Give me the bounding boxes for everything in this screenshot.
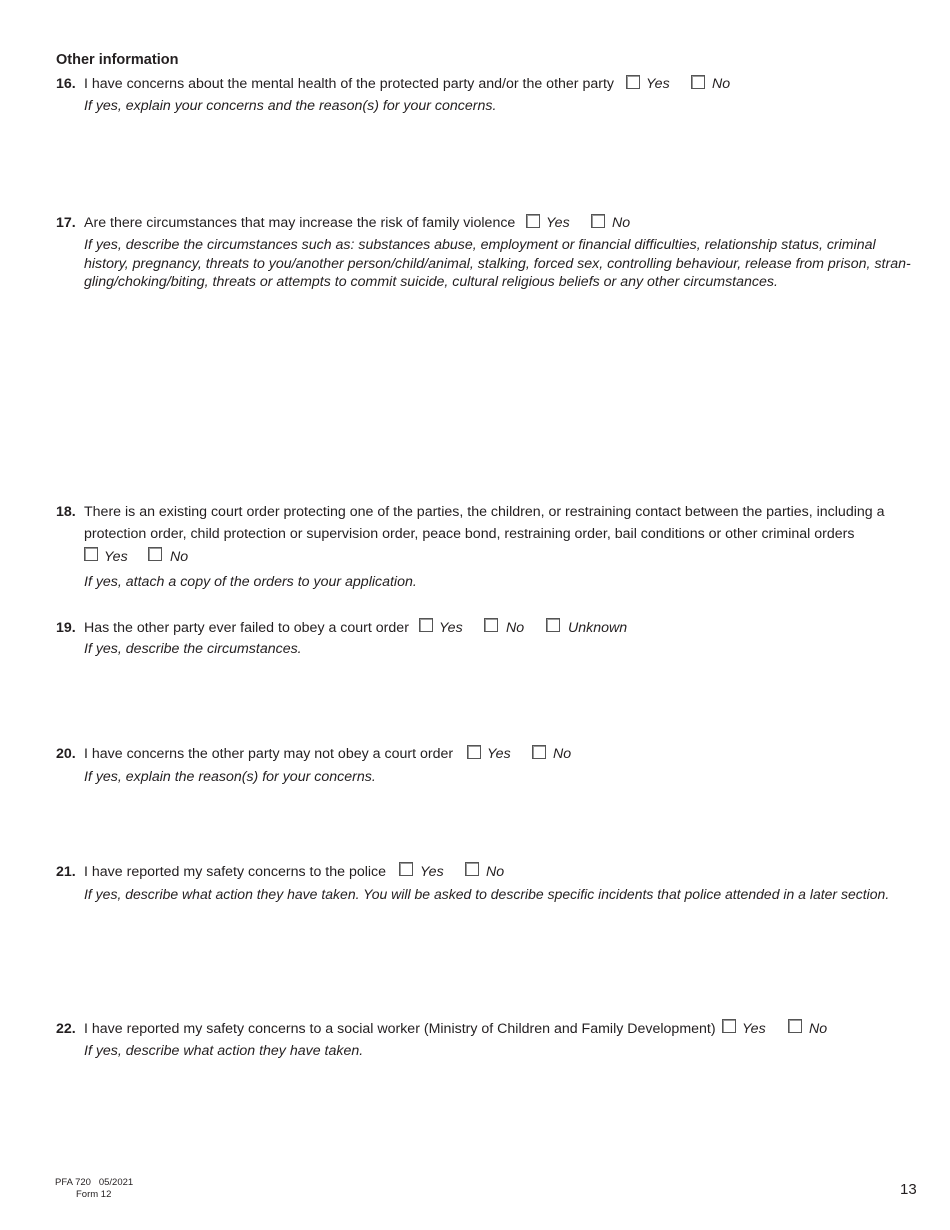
question-text-line: protection order, child protection or supervision order, peace bond, restraining order, bail conditions or other criminal orders [84, 526, 855, 542]
q17-no-checkbox[interactable] [591, 214, 605, 228]
question-note: If yes, attach a copy of the orders to your application. [84, 574, 417, 590]
question-text: I have reported my safety concerns to a social worker (Ministry of Children and Family Development) [84, 1021, 716, 1037]
q18-no-checkbox[interactable] [148, 547, 162, 561]
form-code: PFA 720 05/2021 [55, 1177, 134, 1188]
question-note: If yes, describe the circumstances. [84, 641, 302, 657]
question-number: 17. [56, 215, 76, 231]
section-title: Other information [56, 52, 179, 68]
q22-yes-label[interactable]: Yes [742, 1021, 766, 1037]
page-number: 13 [900, 1181, 917, 1198]
q20-yes-label[interactable]: Yes [487, 746, 511, 762]
q17-no-label[interactable]: No [612, 215, 631, 231]
question-number: 19. [56, 620, 76, 636]
q17-yes-label[interactable]: Yes [546, 215, 570, 231]
question-note: If yes, describe what action they have taken. [84, 1043, 364, 1059]
q18-yes-checkbox[interactable] [84, 547, 98, 561]
form-name: Form 12 [76, 1189, 112, 1200]
q22-no-checkbox[interactable] [788, 1019, 802, 1033]
q18-no-label[interactable]: No [170, 549, 189, 565]
q16-no-label[interactable]: No [712, 76, 731, 92]
q21-yes-checkbox[interactable] [399, 862, 413, 876]
q16-yes-checkbox[interactable] [626, 75, 640, 89]
question-text: Has the other party ever failed to obey a court order [84, 620, 409, 636]
question-number: 20. [56, 746, 76, 762]
q19-unknown-label[interactable]: Unknown [568, 620, 628, 636]
q16-no-checkbox[interactable] [691, 75, 705, 89]
question-note-line: history, pregnancy, threats to you/another person/child/animal, stalking, forced sex, controlling behaviour, release from prison, stran- [84, 256, 911, 272]
question-number: 16. [56, 76, 76, 92]
q22-yes-checkbox[interactable] [722, 1019, 736, 1033]
q20-no-label[interactable]: No [553, 746, 572, 762]
question-note-line: gling/choking/biting, threats or attempts to commit suicide, cultural religious beliefs or any other circumstances. [84, 274, 778, 290]
q19-no-label[interactable]: No [506, 620, 525, 636]
q20-yes-checkbox[interactable] [467, 745, 481, 759]
question-text: I have concerns the other party may not obey a court order [84, 746, 454, 762]
question-note: If yes, explain the reason(s) for your concerns. [84, 769, 376, 785]
question-note-line: If yes, describe the circumstances such as: substances abuse, employment or financial difficulties, relationship status, criminal [84, 237, 876, 253]
q22-no-label[interactable]: No [809, 1021, 828, 1037]
q19-no-checkbox[interactable] [484, 618, 498, 632]
q19-yes-checkbox[interactable] [419, 618, 433, 632]
question-text-line: There is an existing court order protecting one of the parties, the children, or restraining contact between the parties, including a [84, 504, 885, 520]
question-number: 21. [56, 864, 76, 880]
question-text: Are there circumstances that may increase the risk of family violence [84, 215, 516, 231]
question-text: I have concerns about the mental health of the protected party and/or the other party [84, 76, 615, 92]
question-note: If yes, explain your concerns and the reason(s) for your concerns. [84, 98, 497, 114]
q16-yes-label[interactable]: Yes [646, 76, 670, 92]
q18-yes-label[interactable]: Yes [104, 549, 128, 565]
q21-yes-label[interactable]: Yes [420, 864, 444, 880]
q20-no-checkbox[interactable] [532, 745, 546, 759]
question-note: If yes, describe what action they have taken. You will be asked to describe specific incidents that police attended in a later section. [84, 886, 890, 902]
q17-yes-checkbox[interactable] [526, 214, 540, 228]
q21-no-checkbox[interactable] [465, 862, 479, 876]
q21-no-label[interactable]: No [486, 864, 505, 880]
question-number: 18. [56, 504, 76, 520]
question-text: I have reported my safety concerns to the police [84, 864, 387, 880]
question-number: 22. [56, 1021, 76, 1037]
q19-unknown-checkbox[interactable] [546, 618, 560, 632]
q19-yes-label[interactable]: Yes [439, 620, 463, 636]
